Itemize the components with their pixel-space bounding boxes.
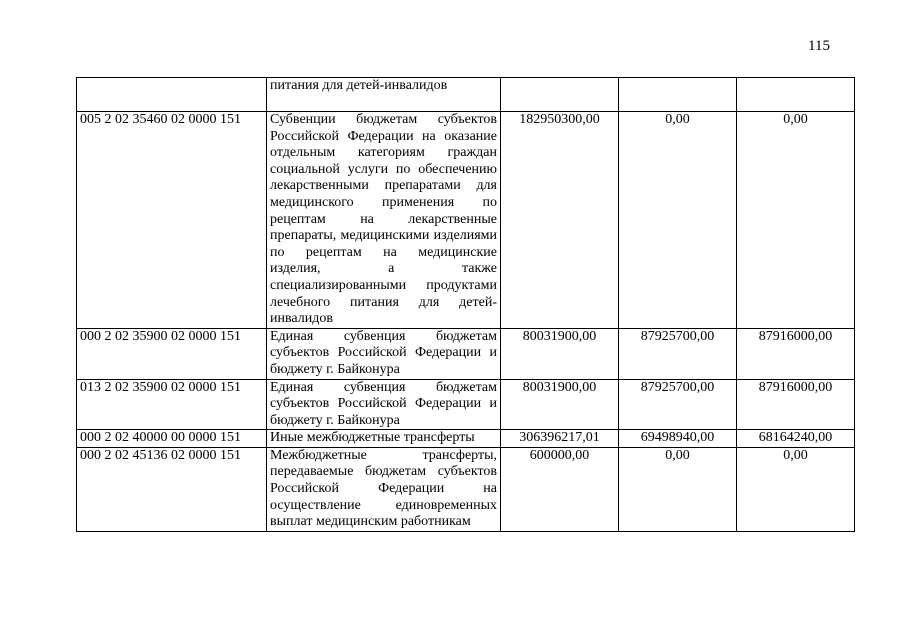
row-code: 013 2 02 35900 02 0000 151	[77, 379, 267, 430]
row-value-2: 0,00	[619, 447, 737, 531]
row-code: 000 2 02 45136 02 0000 151	[77, 447, 267, 531]
row-value-3	[737, 78, 855, 112]
row-value-3: 0,00	[737, 447, 855, 531]
table-row	[77, 430, 855, 448]
row-value-2: 0,00	[619, 112, 737, 329]
row-value-2: 87925700,00	[619, 379, 737, 430]
row-code	[77, 78, 267, 112]
row-code: 005 2 02 35460 02 0000 151	[77, 112, 267, 329]
table-row	[77, 447, 855, 531]
row-value-1: 306396217,01	[501, 430, 619, 448]
row-value-2	[619, 78, 737, 112]
row-value-1: 600000,00	[501, 447, 619, 531]
table-row	[77, 112, 855, 329]
row-value-1: 80031900,00	[501, 379, 619, 430]
row-value-3: 87916000,00	[737, 328, 855, 379]
budget-revenue-table	[76, 77, 855, 532]
row-name: Межбюджетные трансферты, передаваемые бюджетам субъектов Российской Федерации на осуществление единовременных выплат медицинским работникам	[267, 447, 501, 531]
row-value-3: 68164240,00	[737, 430, 855, 448]
row-value-2: 69498940,00	[619, 430, 737, 448]
row-value-1: 80031900,00	[501, 328, 619, 379]
row-name: Единая субвенция бюджетам субъектов Российской Федерации и бюджету г. Байконура	[267, 379, 501, 430]
row-value-3: 0,00	[737, 112, 855, 329]
table-row	[77, 379, 855, 430]
row-value-1	[501, 78, 619, 112]
row-value-3: 87916000,00	[737, 379, 855, 430]
row-name: Единая субвенция бюджетам субъектов Российской Федерации и бюджету г. Байконура	[267, 328, 501, 379]
table-row	[77, 328, 855, 379]
row-name: питания для детей-инвалидов	[267, 78, 501, 112]
row-code: 000 2 02 35900 02 0000 151	[77, 328, 267, 379]
row-name: Иные межбюджетные трансферты	[267, 430, 501, 448]
row-value-2: 87925700,00	[619, 328, 737, 379]
row-code: 000 2 02 40000 00 0000 151	[77, 430, 267, 448]
row-value-1: 182950300,00	[501, 112, 619, 329]
row-name: Субвенции бюджетам субъектов Российской Федерации на оказание отдельным категориям граждан социальной услуги по обеспечению лекарственными препаратами для медицинского применения по рецептам на лекарственные препараты, медицинскими изделиями по рецептам на медицинские изделия, а также специализированными продуктами лечебного питания для детей-инвалидов	[267, 112, 501, 329]
page-number: 115	[808, 38, 830, 54]
table-row	[77, 78, 855, 112]
